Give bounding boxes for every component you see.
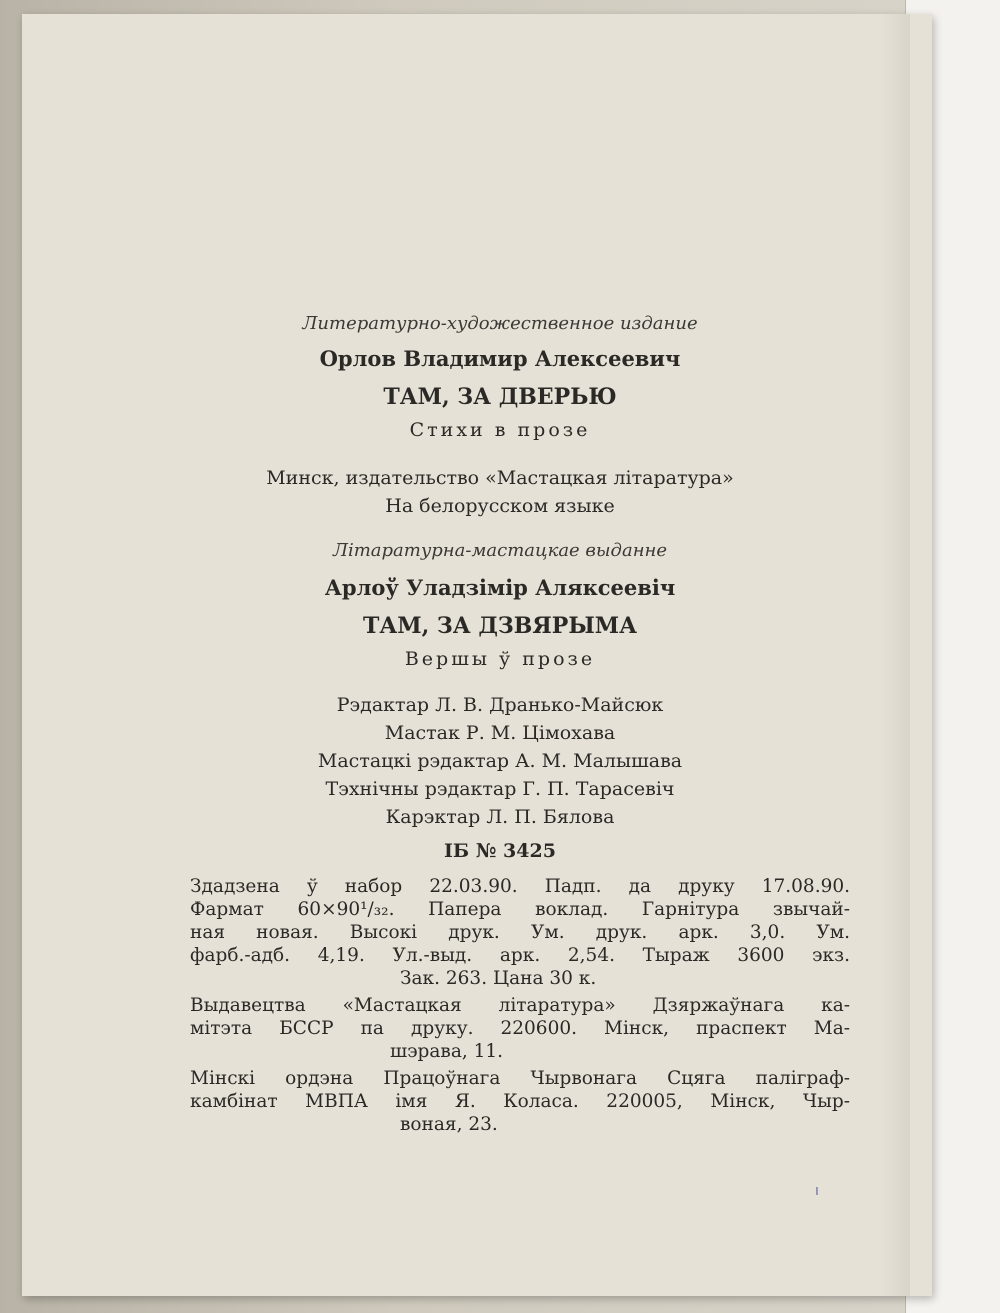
publisher-line: мiтэта БССР па друку. 220600. Мiнск, праспект Ма-	[190, 1018, 850, 1039]
print-line: Фармат 60×90¹/₃₂. Папера воклад. Гарнiтура звычай-	[190, 899, 850, 920]
print-line: фарб.-адб. 4,19. Ул.-выд. арк. 2,54. Тыраж 3600 экз.	[190, 945, 850, 966]
credit-artist: Мастак Р. М. Цiмохава	[384, 722, 616, 744]
ru-title: ТАМ, ЗА ДВЕРЬЮ	[383, 384, 617, 410]
credit-proofreader: Карэктар Л. П. Бялова	[385, 806, 615, 828]
printer-line: камбiнат МВПА iмя Я. Коласа. 220005, Мiнск, Чыр-	[190, 1091, 850, 1112]
ru-author: Орлов Владимир Алексеевич	[319, 346, 681, 371]
printer-line: воная, 23.	[400, 1114, 498, 1135]
by-author: Арлоў Уладзiмiр Аляксеевiч	[324, 575, 676, 600]
credit-tech-editor: Тэхнiчны рэдактар Г. П. Тарасевiч	[325, 778, 675, 800]
ru-subtitle: Стихи в прозе	[409, 419, 591, 441]
print-details	[190, 875, 850, 990]
printer-line: Мiнскi ордэна Працоўнага Чырвонага Сцяга палiграф-	[190, 1068, 850, 1089]
print-line: Зак. 263. Цана 30 к.	[400, 968, 597, 989]
print-line: ная новая. Высокi друк. Ум. друк. арк. 3,0. Ум.	[190, 922, 850, 943]
by-subtitle: Вершы ў прозе	[404, 648, 596, 670]
printer-address	[190, 1067, 850, 1136]
publisher-address	[190, 994, 850, 1063]
print-line: Здадзена ў набор 22.03.90. Падп. да друку 17.08.90.	[190, 876, 850, 897]
credit-editor: Рэдактар Л. В. Дранько-Майсюк	[336, 694, 664, 716]
by-title: ТАМ, ЗА ДЗВЯРЫМА	[362, 613, 638, 639]
by-edition-type: Лiтаратурна-мастацкае выданне	[332, 540, 668, 561]
ib-number: IБ № 3425	[444, 840, 556, 862]
ink-mark: ı	[815, 1183, 819, 1199]
publisher-line: Выдавецтва «Мастацкая лiтаратура» Дзяржаўнага ка-	[190, 995, 850, 1016]
ru-edition-type: Литературно-художественное издание	[302, 313, 698, 334]
publisher-line: шэрава, 11.	[390, 1041, 504, 1062]
ru-publisher: Минск, издательство «Мастацкая літаратура»	[266, 467, 734, 489]
credit-art-editor: Мастацкi рэдактар А. М. Малышава	[317, 750, 683, 772]
ru-language: На белорусском языке	[385, 495, 615, 517]
